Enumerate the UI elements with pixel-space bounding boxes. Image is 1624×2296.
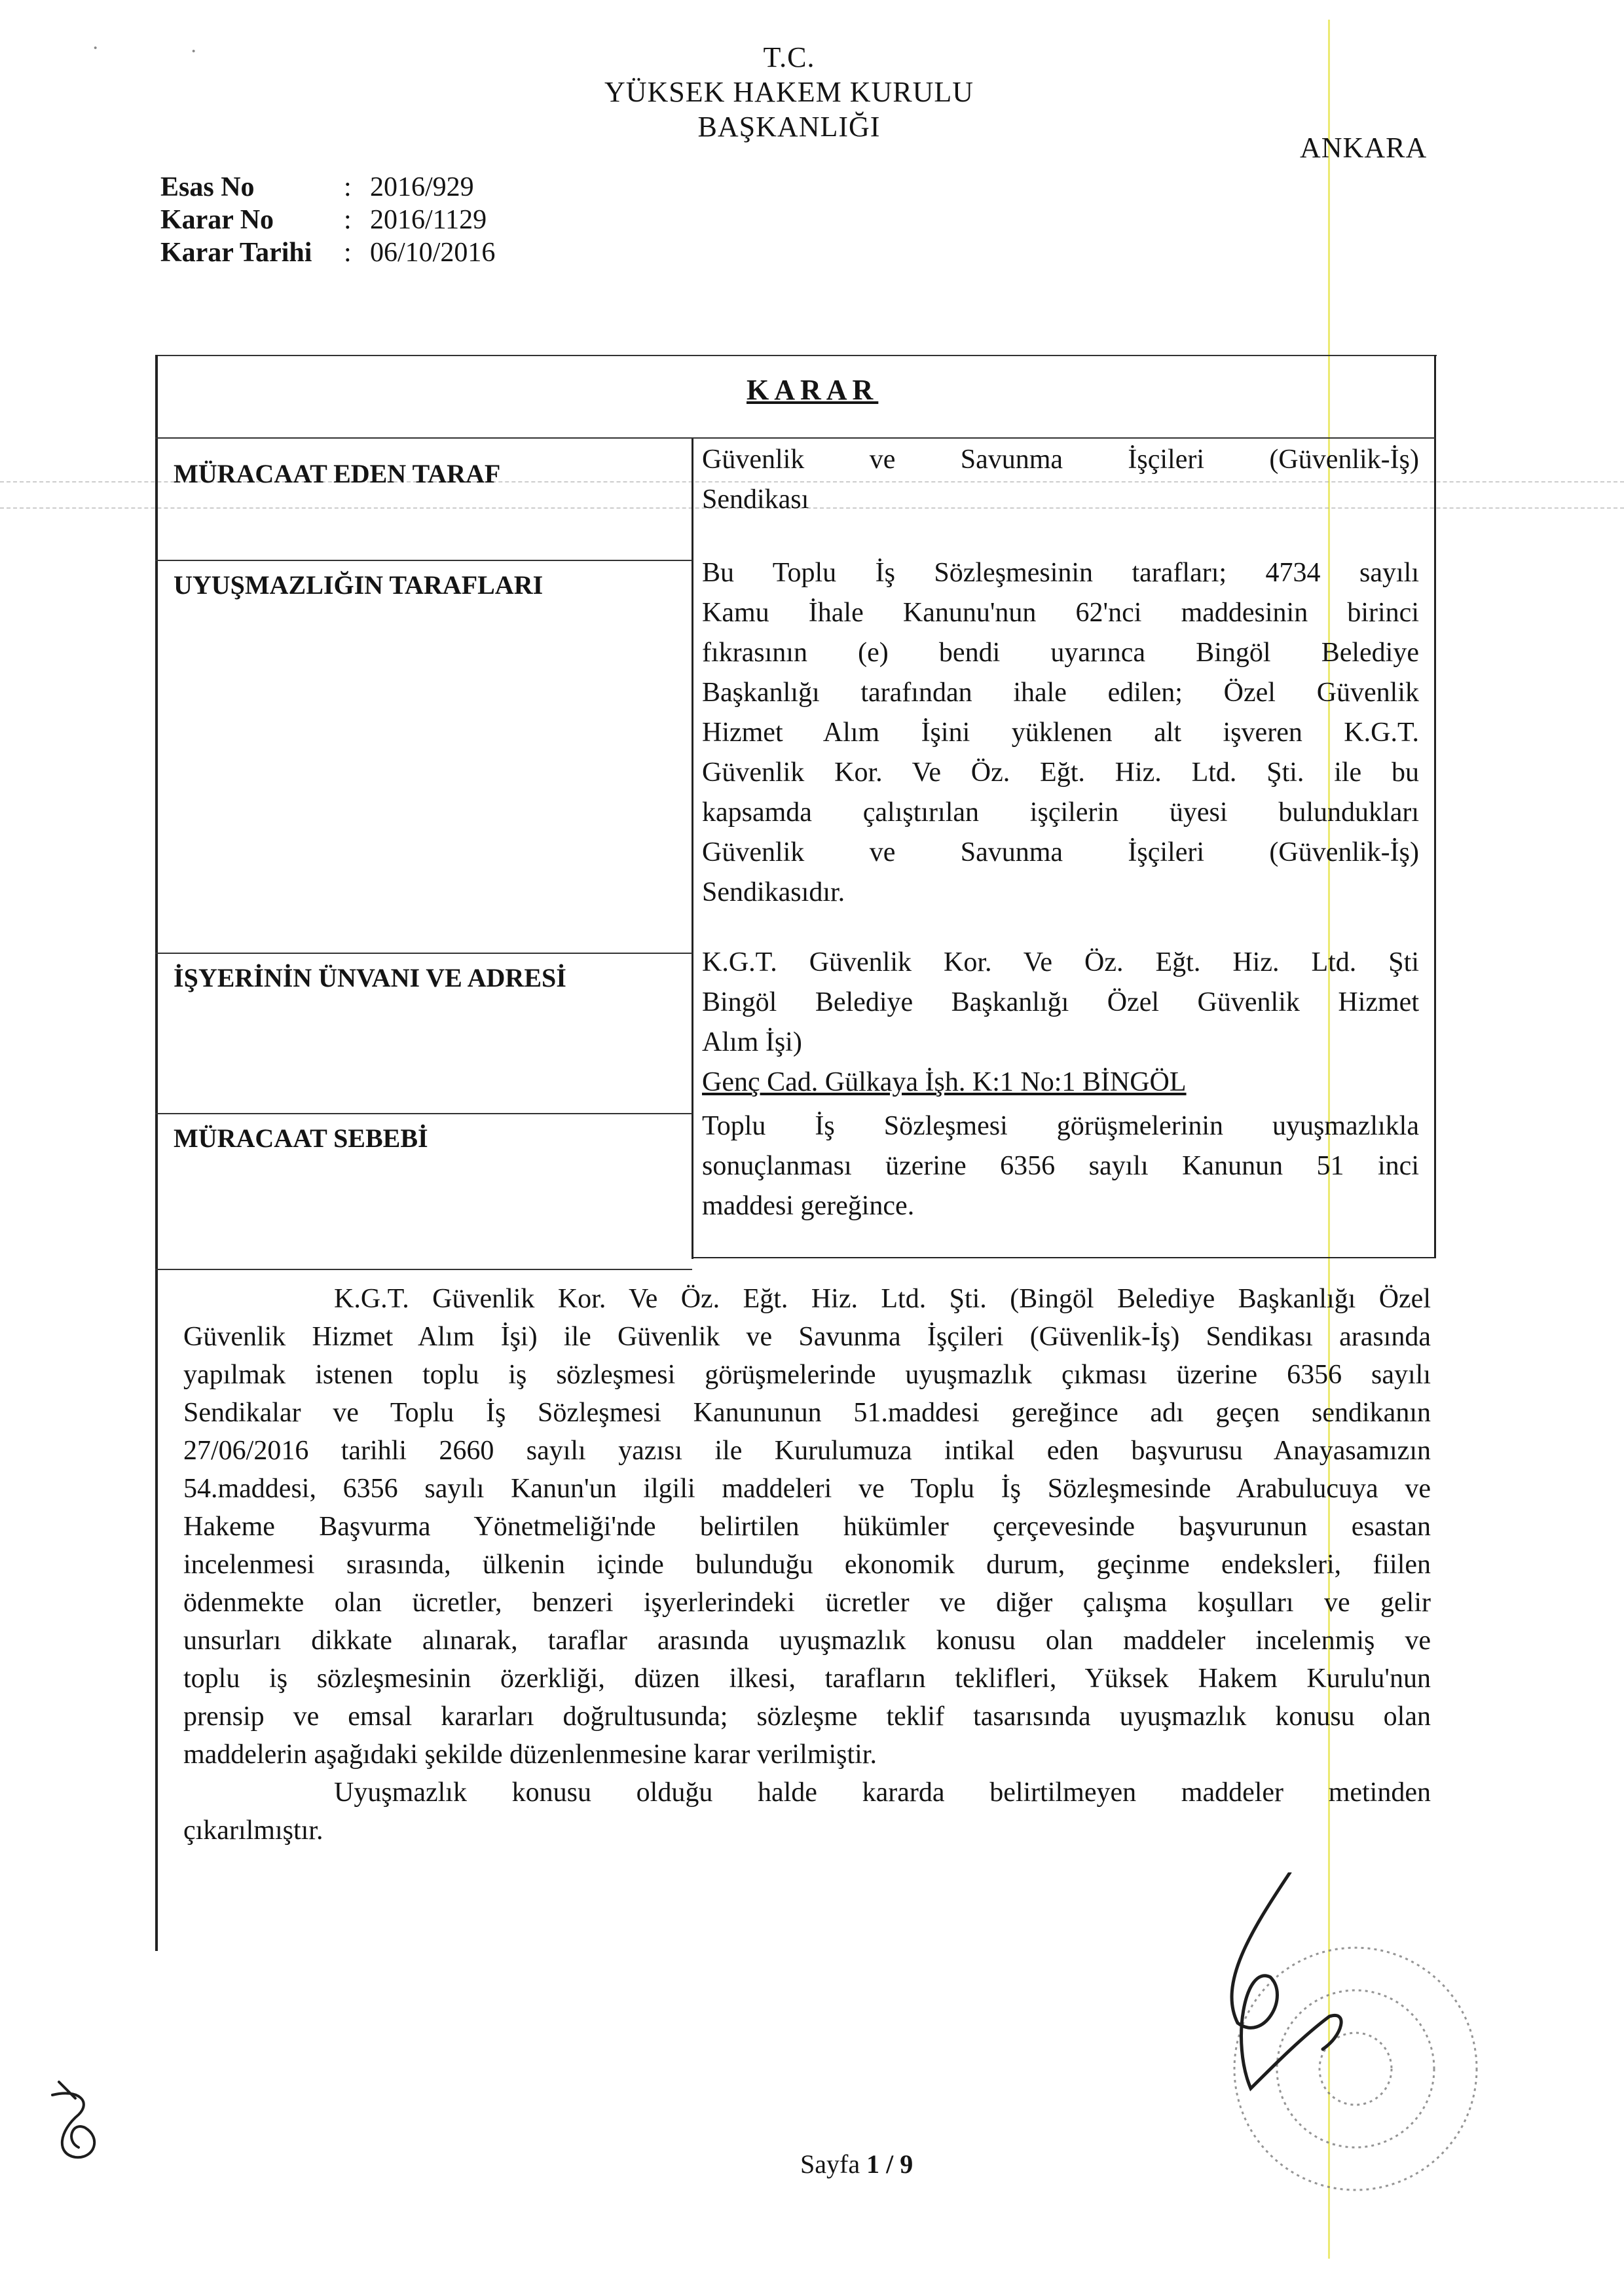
cell-line: Alım İşi) xyxy=(702,1027,802,1057)
paragraph-line: Güvenlik Hizmet Alım İşi) ile Güvenlik ve Savunma İşçileri (Güvenlik-İş) Sendikası arasında xyxy=(183,1322,1431,1352)
row-value-application-reason xyxy=(702,1106,1419,1226)
cell-line: Bu Toplu İş Sözleşmesinin tarafları; 4734 sayılı xyxy=(702,558,1419,588)
meta-colon: : xyxy=(344,172,352,202)
header-tc: T.C. xyxy=(763,41,815,73)
meta-row-decision-date xyxy=(160,237,495,270)
row-label-dispute-parties: UYUŞMAZLIĞIN TARAFLARI xyxy=(174,570,544,600)
paragraph-line: unsurları dikkate alınarak, taraflar arasında uyuşmazlık konusu olan maddeler incelenmiş ve xyxy=(183,1626,1431,1656)
paragraph-line: yapılmak istenen toplu iş sözleşmesi görüşmelerinde uyuşmazlık çıkması üzerine 6356 sayılı xyxy=(183,1360,1431,1390)
table-row-divider xyxy=(155,1269,692,1270)
corner-mark: · xyxy=(92,36,100,60)
table-row-divider xyxy=(155,1113,692,1114)
cell-line: Sendikası xyxy=(702,484,809,515)
meta-value: 2016/929 xyxy=(370,172,474,202)
table-border-left xyxy=(155,355,158,1951)
paragraph-line: Uyuşmazlık konusu olduğu halde kararda belirtilmeyen maddeler metinden xyxy=(334,1777,1431,1808)
meta-row-decision-no xyxy=(160,204,495,237)
meta-label: Karar Tarihi xyxy=(160,238,312,268)
row-label-applicant: MÜRACAAT EDEN TARAF xyxy=(174,459,501,488)
handwritten-initials xyxy=(39,2075,118,2167)
table-border-right xyxy=(1434,355,1436,1258)
header-city: ANKARA xyxy=(1300,132,1428,164)
row-value-workplace xyxy=(702,943,1419,1102)
decision-paragraph xyxy=(183,1280,1431,1850)
paragraph-line: toplu iş sözleşmesinin özerkliği, düzen ilkesi, tarafların teklifleri, Yüksek Hakem Kurulu'nun xyxy=(183,1664,1431,1694)
cell-line: Kamu İhale Kanunu'nun 62'nci maddesinin birinci xyxy=(702,598,1419,628)
meta-colon: : xyxy=(344,205,352,235)
decision-title: KARAR xyxy=(747,374,879,406)
meta-row-case-no xyxy=(160,172,495,204)
paragraph-line: Hakeme Başvurma Yönetmeliği'nde belirtilen hükümler çerçevesinde başvurunun esastan xyxy=(183,1512,1431,1542)
cell-line: Güvenlik ve Savunma İşçileri (Güvenlik-İş) xyxy=(702,837,1419,867)
cell-line: Toplu İş Sözleşmesi görüşmelerinin uyuşmazlıkla xyxy=(702,1111,1419,1141)
paragraph-line: Sendikalar ve Toplu İş Sözleşmesi Kanununun 51.maddesi gereğince adı geçen sendikanın xyxy=(183,1398,1431,1428)
header-institution: YÜKSEK HAKEM KURULU xyxy=(604,76,974,108)
paragraph-line: prensip ve emsal kararları doğrultusunda; sözleşme teklif tasarısında uyuşmazlık konusu olan xyxy=(183,1702,1431,1732)
paragraph-line: K.G.T. Güvenlik Kor. Ve Öz. Eğt. Hiz. Ltd. Şti. (Bingöl Belediye Başkanlığı Özel xyxy=(334,1284,1431,1314)
table-border-top xyxy=(155,355,1437,356)
page-separator: / xyxy=(886,2149,894,2179)
paragraph-line: 27/06/2016 tarihli 2660 sayılı yazısı ile Kurulumuza intikal eden başvurusu Anayasamızın xyxy=(183,1436,1431,1466)
cell-line: sonuçlanması üzerine 6356 sayılı Kanunun 51 inci xyxy=(702,1151,1419,1181)
page-current: 1 xyxy=(866,2149,880,2179)
meta-label: Esas No xyxy=(160,172,255,202)
row-label-workplace: İŞYERİNİN ÜNVANI VE ADRESİ xyxy=(174,963,566,993)
cell-line: Genç Cad. Gülkaya İşh. K:1 No:1 BİNGÖL xyxy=(702,1067,1187,1097)
cell-line: Bingöl Belediye Başkanlığı Özel Güvenlik Hizmet xyxy=(702,987,1419,1017)
cell-line: Hizmet Alım İşini yüklenen alt işveren K.G.T. xyxy=(702,718,1419,748)
cell-line: K.G.T. Güvenlik Kor. Ve Öz. Eğt. Hiz. Ltd. Şti xyxy=(702,947,1419,977)
paragraph-line: incelenmesi sırasında, ülkenin içinde bulunduğu ekonomik durum, geçinme endeksleri, fiilen xyxy=(183,1550,1431,1580)
row-label-application-reason: MÜRACAAT SEBEBİ xyxy=(174,1123,428,1153)
page-label: Sayfa xyxy=(800,2149,860,2179)
paragraph-line: ödenmekte olan ücretler, benzeri işyerlerindeki ücretler ve diğer çalışma koşulları ve gelir xyxy=(183,1588,1431,1618)
signature-and-seal xyxy=(1192,1872,1500,2213)
meta-value: 06/10/2016 xyxy=(370,238,496,268)
table-row-divider xyxy=(155,437,1435,439)
page-total: 9 xyxy=(900,2149,913,2179)
row-value-applicant xyxy=(702,440,1419,520)
signature-stroke xyxy=(1232,1872,1341,2088)
cell-line: maddesi gereğince. xyxy=(702,1191,915,1221)
table-row-divider xyxy=(155,560,692,561)
meta-colon: : xyxy=(344,238,352,268)
paragraph-line: çıkarılmıştır. xyxy=(183,1815,323,1846)
table-border-bottom xyxy=(693,1257,1436,1258)
cell-line: Başkanlığı tarafından ihale edilen; Özel Güvenlik xyxy=(702,678,1419,708)
meta-label: Karar No xyxy=(160,205,274,235)
row-value-dispute-parties xyxy=(702,553,1419,913)
table-row-divider xyxy=(155,953,692,954)
paragraph-line: 54.maddesi, 6356 sayılı Kanun'un ilgili maddeleri ve Toplu İş Sözleşmesinde Arabulucuya ve xyxy=(183,1474,1431,1504)
case-meta xyxy=(160,172,495,270)
meta-value: 2016/1129 xyxy=(370,205,487,235)
corner-mark: · xyxy=(190,39,198,64)
header-department: BAŞKANLIĞI xyxy=(697,111,881,143)
paragraph-line: maddelerin aşağıdaki şekilde düzenlenmesine karar verilmiştir. xyxy=(183,1740,877,1770)
cell-line: Sendikasıdır. xyxy=(702,877,845,907)
cell-line: fıkrasının (e) bendi uyarınca Bingöl Belediye xyxy=(702,638,1419,668)
cell-line: Güvenlik ve Savunma İşçileri (Güvenlik-İş) xyxy=(702,445,1419,475)
cell-line: kapsamda çalıştırılan işçilerin üyesi bulundukları xyxy=(702,797,1419,828)
cell-line: Güvenlik Kor. Ve Öz. Eğt. Hiz. Ltd. Şti. ile bu xyxy=(702,757,1419,788)
page-number xyxy=(800,2149,913,2179)
